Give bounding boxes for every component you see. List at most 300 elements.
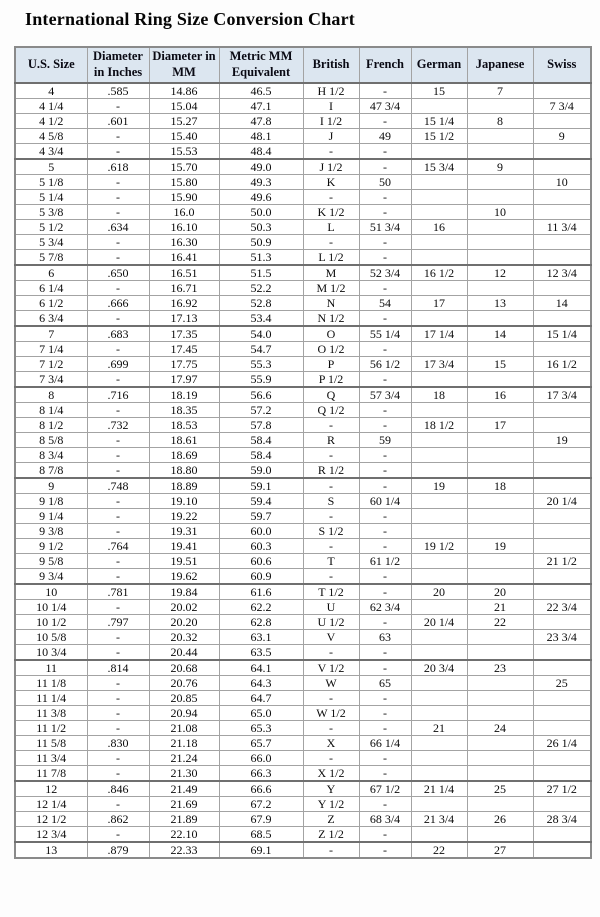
table-cell bbox=[533, 615, 591, 630]
table-cell: 9 bbox=[467, 159, 533, 175]
table-row bbox=[15, 220, 591, 235]
table-cell: - bbox=[87, 721, 149, 736]
table-cell: - bbox=[87, 509, 149, 524]
table-cell: 5 7/8 bbox=[15, 250, 87, 266]
table-row bbox=[15, 706, 591, 721]
table-cell: - bbox=[87, 524, 149, 539]
table-cell: U 1/2 bbox=[303, 615, 359, 630]
table-row bbox=[15, 114, 591, 129]
table-cell: 51.3 bbox=[219, 250, 303, 266]
table-cell: .634 bbox=[87, 220, 149, 235]
table-row bbox=[15, 175, 591, 190]
table-cell: 8 7/8 bbox=[15, 463, 87, 479]
table-cell: 46.5 bbox=[219, 83, 303, 99]
table-cell bbox=[467, 372, 533, 388]
table-cell bbox=[411, 600, 467, 615]
table-cell: - bbox=[87, 494, 149, 509]
table-cell: 16.30 bbox=[149, 235, 219, 250]
table-row bbox=[15, 129, 591, 144]
table-cell: 5 1/4 bbox=[15, 190, 87, 205]
table-cell: - bbox=[359, 83, 411, 99]
table-cell: 16 bbox=[467, 387, 533, 403]
table-cell: 19.51 bbox=[149, 554, 219, 569]
table-cell: 51.5 bbox=[219, 265, 303, 281]
table-cell bbox=[533, 448, 591, 463]
table-cell: Q bbox=[303, 387, 359, 403]
table-cell: 52.2 bbox=[219, 281, 303, 296]
table-cell bbox=[533, 83, 591, 99]
table-row bbox=[15, 83, 591, 99]
table-cell: - bbox=[359, 721, 411, 736]
table-row bbox=[15, 797, 591, 812]
table-cell bbox=[533, 706, 591, 721]
table-cell: N bbox=[303, 296, 359, 311]
table-cell: 59.4 bbox=[219, 494, 303, 509]
table-cell: 20.44 bbox=[149, 645, 219, 661]
table-cell: 10 1/2 bbox=[15, 615, 87, 630]
table-cell bbox=[533, 842, 591, 858]
table-cell: - bbox=[87, 751, 149, 766]
table-cell: - bbox=[359, 235, 411, 250]
table-cell: 11 5/8 bbox=[15, 736, 87, 751]
table-cell bbox=[467, 706, 533, 721]
table-row bbox=[15, 281, 591, 296]
table-cell bbox=[533, 372, 591, 388]
table-cell: 15.04 bbox=[149, 99, 219, 114]
table-cell: O bbox=[303, 326, 359, 342]
table-cell: 11 1/2 bbox=[15, 721, 87, 736]
table-cell: - bbox=[87, 190, 149, 205]
table-cell: 11 bbox=[15, 660, 87, 676]
table-cell: 17.75 bbox=[149, 357, 219, 372]
table-cell: S bbox=[303, 494, 359, 509]
table-cell: N 1/2 bbox=[303, 311, 359, 327]
table-cell bbox=[411, 766, 467, 782]
table-cell: 14 bbox=[467, 326, 533, 342]
table-cell: 5 bbox=[15, 159, 87, 175]
table-cell bbox=[467, 403, 533, 418]
table-cell bbox=[411, 235, 467, 250]
table-cell bbox=[411, 706, 467, 721]
table-cell: 21 1/2 bbox=[533, 554, 591, 569]
table-cell: 68.5 bbox=[219, 827, 303, 843]
table-row bbox=[15, 205, 591, 220]
table-cell bbox=[533, 539, 591, 554]
table-cell: - bbox=[359, 281, 411, 296]
table-cell: 9 3/4 bbox=[15, 569, 87, 585]
table-cell: 17.13 bbox=[149, 311, 219, 327]
table-cell: 10 bbox=[467, 205, 533, 220]
table-cell: - bbox=[303, 418, 359, 433]
table-cell: 20 3/4 bbox=[411, 660, 467, 676]
table-cell bbox=[467, 448, 533, 463]
table-cell: M 1/2 bbox=[303, 281, 359, 296]
col-header-metric-mm: Metric MM Equivalent bbox=[219, 47, 303, 83]
table-cell bbox=[467, 797, 533, 812]
table-cell: 19.31 bbox=[149, 524, 219, 539]
table-cell: 15 1/4 bbox=[533, 326, 591, 342]
table-cell bbox=[411, 797, 467, 812]
table-cell bbox=[411, 524, 467, 539]
table-cell: 26 bbox=[467, 812, 533, 827]
table-cell: - bbox=[87, 676, 149, 691]
table-cell: 19.62 bbox=[149, 569, 219, 585]
table-cell: 18 1/2 bbox=[411, 418, 467, 433]
table-row bbox=[15, 691, 591, 706]
table-cell: K 1/2 bbox=[303, 205, 359, 220]
table-row bbox=[15, 159, 591, 175]
table-cell: 59 bbox=[359, 433, 411, 448]
ring-size-conversion-table bbox=[14, 46, 592, 859]
table-cell: 48.1 bbox=[219, 129, 303, 144]
page-title: International Ring Size Conversion Chart bbox=[25, 9, 356, 29]
table-cell: 47.1 bbox=[219, 99, 303, 114]
table-cell bbox=[467, 766, 533, 782]
table-cell bbox=[533, 418, 591, 433]
table-cell bbox=[467, 311, 533, 327]
table-cell: 12 bbox=[15, 781, 87, 797]
table-cell: 24 bbox=[467, 721, 533, 736]
table-cell: .732 bbox=[87, 418, 149, 433]
table-cell: - bbox=[87, 766, 149, 782]
table-cell: 18 bbox=[467, 478, 533, 494]
table-cell bbox=[467, 144, 533, 160]
table-cell: 60.6 bbox=[219, 554, 303, 569]
table-cell: - bbox=[303, 190, 359, 205]
table-cell: U bbox=[303, 600, 359, 615]
table-cell bbox=[533, 205, 591, 220]
table-cell: - bbox=[359, 569, 411, 585]
table-cell: - bbox=[303, 478, 359, 494]
col-header-french: French bbox=[359, 47, 411, 83]
table-cell: 9 3/8 bbox=[15, 524, 87, 539]
table-cell: 50.3 bbox=[219, 220, 303, 235]
table-cell: 22.10 bbox=[149, 827, 219, 843]
table-cell: 22 bbox=[411, 842, 467, 858]
table-cell: 52 3/4 bbox=[359, 265, 411, 281]
table-cell: 15 1/4 bbox=[411, 114, 467, 129]
table-row bbox=[15, 99, 591, 114]
table-cell: 12 bbox=[467, 265, 533, 281]
table-cell: L bbox=[303, 220, 359, 235]
table-row bbox=[15, 265, 591, 281]
table-cell: - bbox=[359, 448, 411, 463]
table-cell: 27 bbox=[467, 842, 533, 858]
table-cell: - bbox=[303, 842, 359, 858]
table-cell bbox=[467, 827, 533, 843]
table-cell: 11 7/8 bbox=[15, 766, 87, 782]
table-cell bbox=[411, 281, 467, 296]
table-cell: 7 3/4 bbox=[15, 372, 87, 388]
table-row bbox=[15, 144, 591, 160]
table-cell: V 1/2 bbox=[303, 660, 359, 676]
table-cell: - bbox=[359, 509, 411, 524]
table-cell: 49.0 bbox=[219, 159, 303, 175]
table-cell bbox=[467, 630, 533, 645]
table-cell: 21.49 bbox=[149, 781, 219, 797]
table-row bbox=[15, 235, 591, 250]
table-cell bbox=[533, 144, 591, 160]
table-cell: 59.0 bbox=[219, 463, 303, 479]
table-cell: 7 1/4 bbox=[15, 342, 87, 357]
table-row bbox=[15, 418, 591, 433]
table-cell: .650 bbox=[87, 265, 149, 281]
table-cell: 66.0 bbox=[219, 751, 303, 766]
table-cell: .830 bbox=[87, 736, 149, 751]
table-cell bbox=[533, 645, 591, 661]
table-cell bbox=[467, 250, 533, 266]
table-cell bbox=[411, 205, 467, 220]
table-cell: Y bbox=[303, 781, 359, 797]
table-cell: 66.6 bbox=[219, 781, 303, 797]
table-cell: 16 1/2 bbox=[411, 265, 467, 281]
table-cell: 21 1/4 bbox=[411, 781, 467, 797]
table-cell: 16 bbox=[411, 220, 467, 235]
table-cell: P bbox=[303, 357, 359, 372]
table-cell: - bbox=[359, 842, 411, 858]
table-cell: 54 bbox=[359, 296, 411, 311]
table-cell: - bbox=[359, 660, 411, 676]
table-cell bbox=[411, 403, 467, 418]
table-cell: 67.9 bbox=[219, 812, 303, 827]
table-cell: 10 bbox=[533, 175, 591, 190]
table-cell: 21 bbox=[467, 600, 533, 615]
table-cell: - bbox=[359, 311, 411, 327]
table-cell: 49.3 bbox=[219, 175, 303, 190]
table-row bbox=[15, 357, 591, 372]
table-row bbox=[15, 554, 591, 569]
table-row bbox=[15, 509, 591, 524]
table-cell: .846 bbox=[87, 781, 149, 797]
table-cell: - bbox=[359, 766, 411, 782]
table-cell: P 1/2 bbox=[303, 372, 359, 388]
table-cell: 6 bbox=[15, 265, 87, 281]
table-cell: - bbox=[87, 403, 149, 418]
table-cell: .797 bbox=[87, 615, 149, 630]
table-cell: 58.4 bbox=[219, 433, 303, 448]
table-cell: 57.2 bbox=[219, 403, 303, 418]
table-row bbox=[15, 494, 591, 509]
table-cell bbox=[467, 691, 533, 706]
table-row bbox=[15, 342, 591, 357]
table-cell: .683 bbox=[87, 326, 149, 342]
table-cell bbox=[411, 99, 467, 114]
table-cell: 20 bbox=[467, 584, 533, 600]
col-header-diameter-mm: Diameter in MM bbox=[149, 47, 219, 83]
table-cell: 16.51 bbox=[149, 265, 219, 281]
table-cell: 63 bbox=[359, 630, 411, 645]
table-cell: - bbox=[359, 706, 411, 721]
table-cell: 18.69 bbox=[149, 448, 219, 463]
table-row bbox=[15, 781, 591, 797]
table-cell bbox=[533, 311, 591, 327]
table-cell bbox=[411, 175, 467, 190]
table-cell: Y 1/2 bbox=[303, 797, 359, 812]
table-row bbox=[15, 736, 591, 751]
table-row bbox=[15, 842, 591, 858]
table-cell bbox=[467, 99, 533, 114]
table-cell: 9 1/4 bbox=[15, 509, 87, 524]
table-cell: 47 3/4 bbox=[359, 99, 411, 114]
table-row bbox=[15, 584, 591, 600]
table-cell bbox=[467, 463, 533, 479]
table-cell: 63.5 bbox=[219, 645, 303, 661]
table-cell: 50 bbox=[359, 175, 411, 190]
table-cell: 51 3/4 bbox=[359, 220, 411, 235]
table-cell: 10 5/8 bbox=[15, 630, 87, 645]
table-row bbox=[15, 645, 591, 661]
table-cell: 17.97 bbox=[149, 372, 219, 388]
table-cell: 7 bbox=[15, 326, 87, 342]
table-cell: 60.3 bbox=[219, 539, 303, 554]
table-cell: 62.8 bbox=[219, 615, 303, 630]
table-cell: 20.94 bbox=[149, 706, 219, 721]
table-cell: 23 bbox=[467, 660, 533, 676]
table-cell bbox=[467, 220, 533, 235]
table-cell: 20.85 bbox=[149, 691, 219, 706]
table-cell: - bbox=[359, 418, 411, 433]
table-cell: 20.76 bbox=[149, 676, 219, 691]
table-cell: .764 bbox=[87, 539, 149, 554]
table-cell bbox=[411, 827, 467, 843]
table-cell: 6 1/4 bbox=[15, 281, 87, 296]
table-cell: - bbox=[359, 797, 411, 812]
table-cell bbox=[411, 250, 467, 266]
table-cell bbox=[533, 403, 591, 418]
table-cell: .699 bbox=[87, 357, 149, 372]
table-cell: .716 bbox=[87, 387, 149, 403]
table-cell: 15 bbox=[467, 357, 533, 372]
table-row bbox=[15, 721, 591, 736]
table-cell: 10 1/4 bbox=[15, 600, 87, 615]
table-cell bbox=[467, 281, 533, 296]
table-cell: - bbox=[359, 372, 411, 388]
table-cell bbox=[533, 524, 591, 539]
table-cell: - bbox=[87, 372, 149, 388]
table-cell: 22.33 bbox=[149, 842, 219, 858]
table-cell: 16.71 bbox=[149, 281, 219, 296]
table-cell bbox=[411, 691, 467, 706]
table-cell: 15.40 bbox=[149, 129, 219, 144]
table-cell: 15.70 bbox=[149, 159, 219, 175]
table-cell: O 1/2 bbox=[303, 342, 359, 357]
table-cell bbox=[533, 509, 591, 524]
col-header-diameter-inches: Diameter in Inches bbox=[87, 47, 149, 83]
table-row bbox=[15, 250, 591, 266]
table-cell: K bbox=[303, 175, 359, 190]
table-cell bbox=[411, 311, 467, 327]
table-cell: J bbox=[303, 129, 359, 144]
table-cell: 57 3/4 bbox=[359, 387, 411, 403]
table-cell: 22 3/4 bbox=[533, 600, 591, 615]
table-cell: - bbox=[359, 250, 411, 266]
table-cell bbox=[467, 554, 533, 569]
table-cell: - bbox=[359, 114, 411, 129]
table-cell: 27 1/2 bbox=[533, 781, 591, 797]
table-cell: 55.9 bbox=[219, 372, 303, 388]
table-cell: - bbox=[303, 645, 359, 661]
table-cell: 12 3/4 bbox=[533, 265, 591, 281]
col-header-japanese: Japanese bbox=[467, 47, 533, 83]
table-row bbox=[15, 812, 591, 827]
table-row bbox=[15, 524, 591, 539]
table-cell: 15 bbox=[411, 83, 467, 99]
table-row bbox=[15, 539, 591, 554]
table-cell: M bbox=[303, 265, 359, 281]
table-cell: 4 3/4 bbox=[15, 144, 87, 160]
table-cell: 20 1/4 bbox=[533, 494, 591, 509]
table-cell bbox=[411, 448, 467, 463]
table-cell: - bbox=[87, 448, 149, 463]
table-cell: 19 bbox=[533, 433, 591, 448]
table-cell bbox=[467, 524, 533, 539]
table-cell bbox=[411, 144, 467, 160]
table-cell: - bbox=[87, 175, 149, 190]
table-cell bbox=[467, 494, 533, 509]
table-cell: 61.6 bbox=[219, 584, 303, 600]
table-cell: 66 1/4 bbox=[359, 736, 411, 751]
table-cell: - bbox=[87, 706, 149, 721]
table-cell bbox=[533, 584, 591, 600]
table-cell: - bbox=[359, 691, 411, 706]
table-cell: V bbox=[303, 630, 359, 645]
table-cell: 19.84 bbox=[149, 584, 219, 600]
table-cell: 59.7 bbox=[219, 509, 303, 524]
table-cell: 59.1 bbox=[219, 478, 303, 494]
table-cell bbox=[411, 676, 467, 691]
table-cell bbox=[411, 751, 467, 766]
table-cell bbox=[411, 736, 467, 751]
table-cell: 7 1/2 bbox=[15, 357, 87, 372]
table-cell bbox=[533, 797, 591, 812]
table-cell: 21.89 bbox=[149, 812, 219, 827]
table-cell bbox=[533, 281, 591, 296]
table-cell: 22 bbox=[467, 615, 533, 630]
col-header-german: German bbox=[411, 47, 467, 83]
table-row bbox=[15, 190, 591, 205]
table-cell: 11 3/4 bbox=[533, 220, 591, 235]
table-cell: 67 1/2 bbox=[359, 781, 411, 797]
table-cell: 56 1/2 bbox=[359, 357, 411, 372]
table-cell bbox=[533, 250, 591, 266]
table-cell: - bbox=[87, 645, 149, 661]
table-cell: - bbox=[87, 797, 149, 812]
table-cell bbox=[467, 509, 533, 524]
table-cell: - bbox=[359, 205, 411, 220]
table-cell: 8 bbox=[15, 387, 87, 403]
table-cell: 53.4 bbox=[219, 311, 303, 327]
table-cell: - bbox=[359, 190, 411, 205]
table-cell: .666 bbox=[87, 296, 149, 311]
table-cell bbox=[467, 569, 533, 585]
table-cell: - bbox=[359, 584, 411, 600]
table-row bbox=[15, 372, 591, 388]
table-cell bbox=[533, 235, 591, 250]
table-cell: - bbox=[87, 250, 149, 266]
table-cell: 11 1/8 bbox=[15, 676, 87, 691]
table-cell: 63.1 bbox=[219, 630, 303, 645]
table-cell: X bbox=[303, 736, 359, 751]
table-cell: - bbox=[359, 478, 411, 494]
table-cell: 13 bbox=[467, 296, 533, 311]
table-cell bbox=[467, 645, 533, 661]
table-cell: 12 1/2 bbox=[15, 812, 87, 827]
table-cell: - bbox=[303, 509, 359, 524]
table-cell: - bbox=[87, 99, 149, 114]
table-cell: .862 bbox=[87, 812, 149, 827]
table-cell bbox=[533, 190, 591, 205]
table-cell: 64.1 bbox=[219, 660, 303, 676]
